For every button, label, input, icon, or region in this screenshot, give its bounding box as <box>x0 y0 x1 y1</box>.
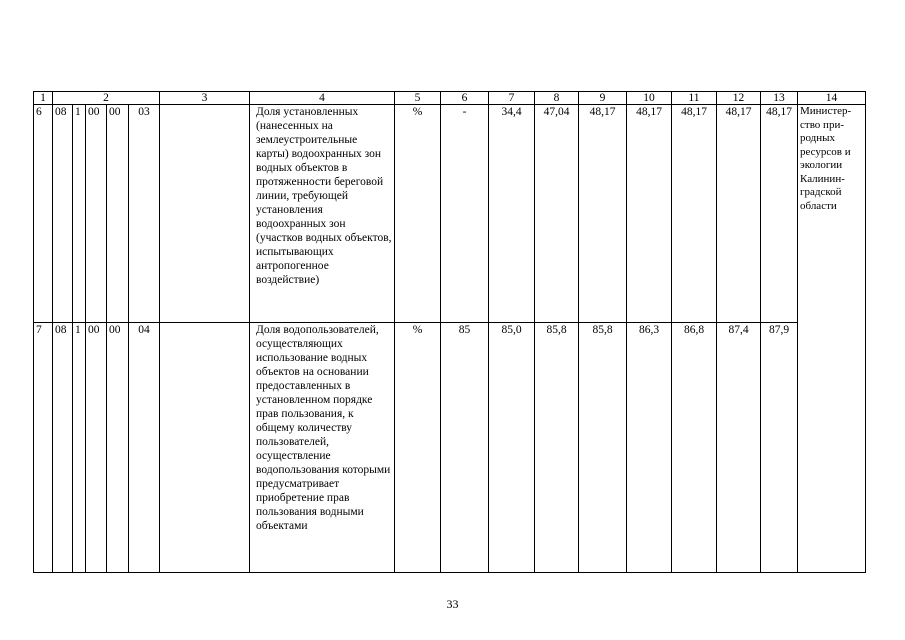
header-cell: 12 <box>717 92 761 105</box>
code-cell: 03 <box>129 105 160 323</box>
responsible-cell: Министер-ство при-родных ресурсов и экологии Калинин-градской области <box>798 105 866 573</box>
value-cell: 85,8 <box>579 323 627 573</box>
code-cell: 08 <box>53 323 73 573</box>
indicator-name: Доля водопользователей, осуществляющих использование водных объектов на основании предоставленных в установленном порядке прав пользования, к общему количеству пользователей, осуществление водопользования которыми предусматривает приобретение прав пользования водными объектами <box>250 323 395 573</box>
code-cell: 1 <box>73 323 86 573</box>
header-row <box>34 92 866 105</box>
value-cell: 34,4 <box>489 105 535 323</box>
header-cell: 1 <box>34 92 53 105</box>
header-cell: 8 <box>535 92 579 105</box>
header-cell: 6 <box>441 92 489 105</box>
code-cell: 00 <box>86 323 107 573</box>
value-cell: 48,17 <box>761 105 798 323</box>
code-cell: 00 <box>107 323 129 573</box>
value-cell: 48,17 <box>672 105 717 323</box>
header-cell: 13 <box>761 92 798 105</box>
column-3-cell <box>160 323 250 573</box>
value-cell: 85,0 <box>489 323 535 573</box>
row-number: 7 <box>34 323 53 573</box>
value-cell: 47,04 <box>535 105 579 323</box>
table-row <box>34 323 866 573</box>
header-cell: 10 <box>627 92 672 105</box>
value-cell: 48,17 <box>627 105 672 323</box>
value-cell: 85 <box>441 323 489 573</box>
value-cell: 86,3 <box>627 323 672 573</box>
value-cell: 85,8 <box>535 323 579 573</box>
value-cell: 48,17 <box>717 105 761 323</box>
table-row <box>34 105 866 323</box>
column-3-cell <box>160 105 250 323</box>
value-cell: 87,9 <box>761 323 798 573</box>
code-cell: 00 <box>107 105 129 323</box>
header-cell: 14 <box>798 92 866 105</box>
value-cell: 87,4 <box>717 323 761 573</box>
header-cell: 2 <box>53 92 160 105</box>
indicators-table <box>33 91 866 573</box>
indicator-name: Доля установленных (нанесенных на землеустроительные карты) водоохранных зон водных объектов в протяженности береговой линии, требующей установления водоохранных зон (участков водных объектов, испытывающих антропогенное воздействие) <box>250 105 395 323</box>
header-cell: 3 <box>160 92 250 105</box>
value-cell: 86,8 <box>672 323 717 573</box>
row-number: 6 <box>34 105 53 323</box>
header-cell: 5 <box>395 92 441 105</box>
value-cell: - <box>441 105 489 323</box>
value-cell: 48,17 <box>579 105 627 323</box>
unit-cell: % <box>395 105 441 323</box>
header-cell: 11 <box>672 92 717 105</box>
page-number: 33 <box>446 597 459 611</box>
header-cell: 4 <box>250 92 395 105</box>
code-cell: 00 <box>86 105 107 323</box>
header-cell: 7 <box>489 92 535 105</box>
code-cell: 1 <box>73 105 86 323</box>
code-cell: 08 <box>53 105 73 323</box>
header-cell: 9 <box>579 92 627 105</box>
unit-cell: % <box>395 323 441 573</box>
code-cell: 04 <box>129 323 160 573</box>
